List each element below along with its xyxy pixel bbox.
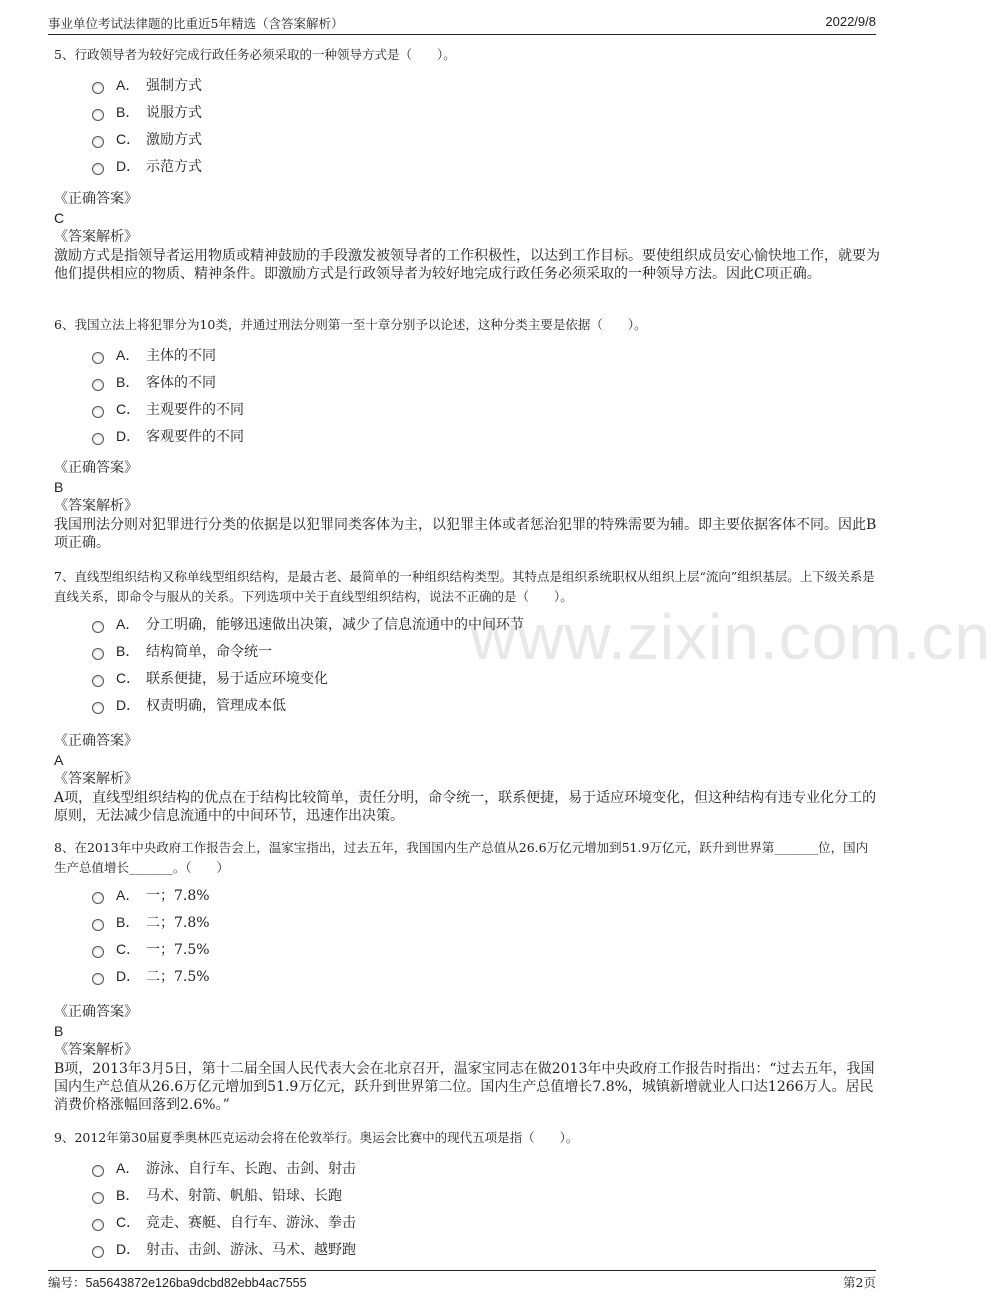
question-5 [54,45,880,179]
option-d[interactable]: D． 客观要件的不同 [92,422,880,449]
answer-value: B [54,479,64,495]
analysis-text: 激励方式是指领导者运用物质或精神鼓励的手段激发被领导者的工作积极性，以达到工作目标。要使组织成员安心愉快地工作，就要为他们提供相应的物质、精神条件。即激励方式是行政领导者为较好地完成行政任务必须采取的一种领导方法。因此C项正确。 [54,248,880,282]
option-b[interactable]: B． 说服方式 [92,98,880,125]
answer-block-6 [54,458,880,552]
radio-icon[interactable] [92,675,104,687]
option-c[interactable]: C． 联系便捷，易于适应环境变化 [92,664,880,691]
analysis-text: A项，直线型组织结构的优点在于结构比较简单，责任分明，命令统一，联系便捷，易于适应环境变化，但这种结构有违专业化分工的原则，无法减少信息流通中的中间环节，迅速作出决策。 [54,790,877,824]
options-list [92,341,880,449]
document-date: 2022/9/8 [825,14,876,29]
document-title: 事业单位考试法律题的比重近5年精选（含答案解析） [48,16,344,31]
radio-icon[interactable] [92,352,104,364]
analysis-title: 《答案解析》 [54,229,138,245]
answer-title: 《正确答案》 [54,733,138,749]
radio-icon[interactable] [92,621,104,633]
answer-block-5 [54,189,880,283]
question-stem: 6、我国立法上将犯罪分为10类，并通过刑法分则第一至十章分别予以论述，这种分类主要是依据（ ）。 [54,317,647,332]
question-stem: 7、直线型组织结构又称单线型组织结构，是最古老、最简单的一种组织结构类型。其特点是组织系统职权从组织上层“流向”组织基层。上下级关系是直线关系，即命令与服从的关系。下列选项中关于直线型组织结构，说法不正确的是（ ）。 [54,569,875,604]
question-6 [54,315,880,449]
answer-value: B [54,1023,64,1039]
answer-title: 《正确答案》 [54,460,138,476]
radio-icon[interactable] [92,892,104,904]
option-c[interactable]: C． 激励方式 [92,125,880,152]
option-d[interactable]: D． 二；7.5% [92,962,880,989]
radio-icon[interactable] [92,1192,104,1204]
question-stem: 5、行政领导者为较好完成行政任务必须采取的一种领导方式是（ ）。 [54,47,456,62]
option-b[interactable]: B． 客体的不同 [92,368,880,395]
radio-icon[interactable] [92,973,104,985]
answer-block-8 [54,1002,880,1114]
document-code: 编号：5a5643872e126ba9dcbd82ebb4ac7555 [48,1275,307,1290]
option-c[interactable]: C． 竞走、赛艇、自行车、游泳、拳击 [92,1208,880,1235]
option-c[interactable]: C． 主观要件的不同 [92,395,880,422]
analysis-title: 《答案解析》 [54,498,138,514]
page-footer [48,1270,876,1293]
radio-icon[interactable] [92,82,104,94]
radio-icon[interactable] [92,433,104,445]
options-list [92,881,880,989]
options-list [92,610,880,718]
analysis-text: B项，2013年3月5日，第十二届全国人民代表大会在北京召开，温家宝同志在做2013年中央政府工作报告时指出：“过去五年，我国国内生产总值从26.6万亿元增加到51.9万亿元，跃升到世界第二位。国内生产总值增长7.8%，城镇新增就业人口达1266万人。居民消费价格涨幅回落到2.6%。” [54,1061,875,1113]
radio-icon[interactable] [92,648,104,660]
radio-icon[interactable] [92,1165,104,1177]
radio-icon[interactable] [92,919,104,931]
answer-value: C [54,210,65,226]
answer-title: 《正确答案》 [54,191,138,207]
question-stem: 9、2012年第30届夏季奥林匹克运动会将在伦敦举行。奥运会比赛中的现代五项是指（ ）。 [54,1130,579,1145]
answer-value: A [54,752,64,768]
option-a[interactable]: A． 一；7.8% [92,881,880,908]
radio-icon[interactable] [92,379,104,391]
radio-icon[interactable] [92,136,104,148]
page-header [48,12,876,35]
radio-icon[interactable] [92,946,104,958]
radio-icon[interactable] [92,1219,104,1231]
question-8 [54,838,880,989]
radio-icon[interactable] [92,702,104,714]
radio-icon[interactable] [92,406,104,418]
watermark: www.zixin.com.cn [470,601,991,673]
option-b[interactable]: B． 结构简单，命令统一 [92,637,880,664]
analysis-title: 《答案解析》 [54,771,138,787]
question-7 [54,567,991,718]
option-b[interactable]: B． 二；7.8% [92,908,880,935]
answer-title: 《正确答案》 [54,1004,138,1020]
question-9 [54,1128,880,1262]
option-b[interactable]: B． 马术、射箭、帆船、铅球、长跑 [92,1181,880,1208]
option-a[interactable]: A． 分工明确，能够迅速做出决策，减少了信息流通中的中间环节 [92,610,880,637]
radio-icon[interactable] [92,109,104,121]
option-d[interactable]: D． 权责明确，管理成本低 [92,691,880,718]
option-a[interactable]: A． 强制方式 [92,71,880,98]
option-d[interactable]: D． 示范方式 [92,152,880,179]
option-a[interactable]: A． 游泳、自行车、长跑、击剑、射击 [92,1154,880,1181]
page-number: 第2页 [843,1275,876,1290]
analysis-title: 《答案解析》 [54,1042,138,1058]
option-c[interactable]: C． 一；7.5% [92,935,880,962]
radio-icon[interactable] [92,163,104,175]
answer-block-7 [54,731,880,825]
analysis-text: 我国刑法分则对犯罪进行分类的依据是以犯罪同类客体为主，以犯罪主体或者惩治犯罪的特殊需要为辅。即主要依据客体不同。因此B项正确。 [54,517,877,551]
options-list [92,1154,880,1262]
question-stem: 8、在2013年中央政府工作报告会上，温家宝指出，过去五年，我国国内生产总值从26.6万亿元增加到51.9万亿元，跃升到世界第_______位，国内生产总值增长_______。（ ） [54,840,869,875]
options-list [92,71,880,179]
option-a[interactable]: A． 主体的不同 [92,341,880,368]
radio-icon[interactable] [92,1246,104,1258]
option-d[interactable]: D． 射击、击剑、游泳、马术、越野跑 [92,1235,880,1262]
